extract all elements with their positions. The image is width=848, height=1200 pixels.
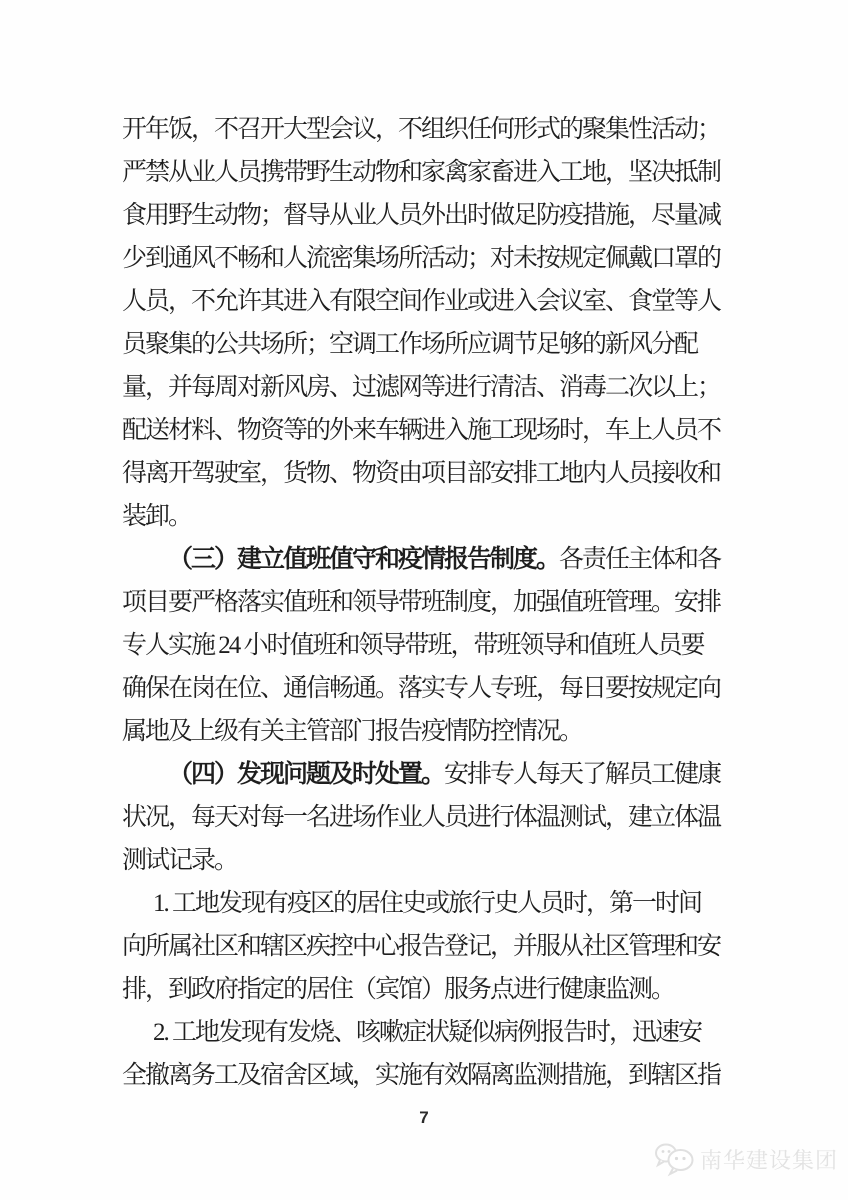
watermark — [653, 1141, 838, 1177]
section-heading: （四）发现问题及时处置。 — [168, 761, 445, 788]
section-heading: （三）建立值班值守和疫情报告制度。 — [168, 546, 560, 573]
text-line: 员聚集的公共场所；空调工作场所应调节足够的新风分配 — [122, 331, 698, 358]
text-line: 项目要严格落实值班和领导带班制度，加强值班管理。安排 — [122, 589, 721, 616]
page-number: 7 — [419, 1108, 429, 1127]
text-line: 属地及上级有关主管部门报告疫情防控情况。 — [122, 718, 583, 745]
text-line: 严禁从业人员携带野生动物和家禽家畜进入工地，坚决抵制 — [122, 159, 721, 186]
text-line-numbered: 1. 工地发现有疫区的居住史或旅行史人员时，第一时间 — [153, 890, 702, 917]
text-line: 得离开驾驶室，货物、物资由项目部安排工地内人员接收和 — [122, 460, 721, 487]
text-line-heading — [122, 538, 732, 581]
text-line: 少到通风不畅和人流密集场所活动；对未按规定佩戴口罩的 — [122, 245, 721, 272]
text-line: 开年饭，不召开大型会议，不组织任何形式的聚集性活动； — [122, 116, 721, 143]
document-body — [122, 108, 732, 1097]
text-line: 确保在岗在位、通信畅通。落实专人专班，每日要按规定向 — [122, 675, 721, 702]
watermark-label: 南华建设集团 — [700, 1147, 839, 1173]
text-line: 排，到政府指定的居住（宾馆）服务点进行健康监测。 — [122, 976, 675, 1003]
text-line: 食用野生动物；督导从业人员外出时做足防疫措施，尽量减 — [122, 202, 721, 229]
text-line: 配送材料、物资等的外来车辆进入施工现场时，车上人员不 — [122, 417, 721, 444]
text-line: 人员，不允许其进入有限空间作业或进入会议室、食堂等人 — [122, 288, 721, 315]
text-line: 向所属社区和辖区疾控中心报告登记，并服从社区管理和安 — [122, 933, 721, 960]
text-line: 测试记录。 — [122, 847, 238, 874]
text-line: 装卸。 — [122, 503, 192, 530]
text-line-heading — [122, 753, 732, 796]
text-line: 全撤离务工及宿舍区域，实施有效隔离监测措施，到辖区指 — [122, 1062, 721, 1089]
text-line: 量，并每周对新风房、过滤网等进行清洁、消毒二次以上； — [122, 374, 721, 401]
text-line: 专人实施 24 小时值班和领导带班，带班领导和值班人员要 — [122, 632, 704, 659]
wechat-icon — [653, 1141, 697, 1177]
text-run: 各责任主体和各 — [559, 546, 721, 573]
text-line: 状况，每天对每一名进场作业人员进行体温测试，建立体温 — [122, 804, 721, 831]
text-line-numbered: 2. 工地发现有发烧、咳嗽症状疑似病例报告时，迅速安 — [153, 1019, 702, 1046]
text-run: 安排专人每天了解员工健康 — [444, 761, 721, 788]
